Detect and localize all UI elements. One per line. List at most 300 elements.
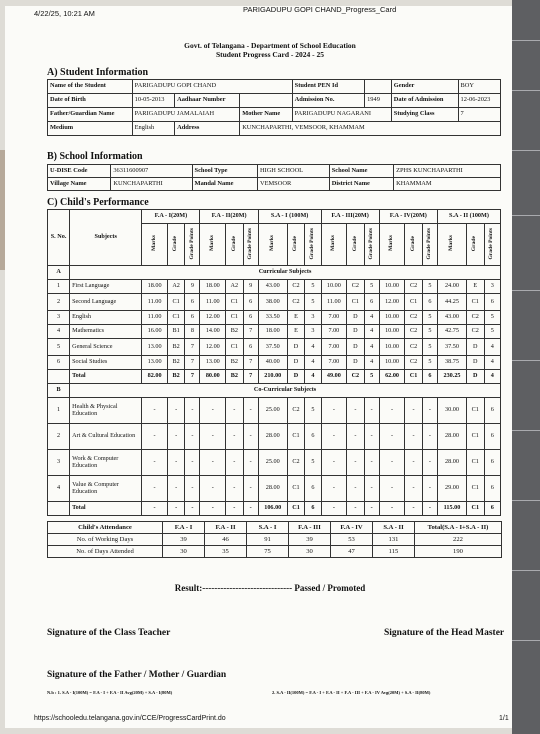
score-cell: 7 — [185, 339, 200, 356]
score-cell: 6 — [305, 476, 321, 502]
score-cell: 5 — [484, 325, 501, 339]
performance-table — [47, 209, 501, 516]
score-cell: 6 — [185, 311, 200, 325]
score-cell: - — [185, 450, 200, 476]
score-cell: 82.00 — [142, 370, 168, 384]
udise-value: 36311600907 — [111, 165, 192, 178]
score-cell: - — [347, 398, 364, 424]
score-cell: - — [142, 502, 168, 516]
score-cell: - — [167, 502, 184, 516]
score-cell: - — [364, 502, 379, 516]
district-label: District Name — [329, 178, 393, 191]
subject-row — [48, 450, 501, 476]
score-cell: 33.50 — [258, 311, 287, 325]
section-title: Co-Curricular Subjects — [70, 384, 501, 398]
sno-cell — [48, 502, 70, 516]
section-letter: A — [48, 266, 70, 280]
sub-col-label: Grade Points — [246, 227, 253, 260]
sub-col-label: Grade Points — [309, 227, 316, 260]
score-cell: E — [287, 311, 304, 325]
mother-value: PARIGADUPU NAGARANI — [292, 108, 391, 122]
score-cell: 6 — [484, 502, 501, 516]
score-cell: 28.00 — [437, 424, 466, 450]
subject-name: Total — [70, 502, 142, 516]
score-cell: 18.00 — [142, 280, 168, 294]
score-cell: 5 — [305, 280, 321, 294]
print-datetime: 4/22/25, 10:21 AM — [34, 9, 95, 18]
score-cell: - — [226, 502, 243, 516]
score-cell: - — [347, 450, 364, 476]
exam-header: F.A - II(20M) — [200, 210, 258, 224]
score-cell: 80.00 — [200, 370, 226, 384]
exam-header: S.A - II (100M) — [437, 210, 500, 224]
score-cell: - — [422, 398, 437, 424]
sub-col-label: Marks — [208, 235, 215, 252]
attendance-value: 53 — [331, 534, 373, 546]
score-cell: B2 — [226, 370, 243, 384]
attendance-row — [48, 546, 502, 558]
score-cell: 230.25 — [437, 370, 466, 384]
score-cell: - — [422, 476, 437, 502]
sub-col-label: Marks — [330, 235, 337, 252]
subject-row — [48, 311, 501, 325]
score-cell: C1 — [467, 294, 484, 311]
score-cell: - — [243, 502, 258, 516]
attendance-value: 30 — [163, 546, 205, 558]
score-cell: 7 — [185, 370, 200, 384]
score-cell: 28.00 — [258, 424, 287, 450]
score-cell: 38.00 — [258, 294, 287, 311]
sub-col-header — [422, 224, 437, 266]
class-teacher-signature: Signature of the Class Teacher — [47, 628, 171, 638]
address-label: Address — [175, 122, 240, 136]
section-performance: C) Child's Performance — [47, 197, 149, 208]
score-cell: - — [226, 398, 243, 424]
sub-col-header — [321, 224, 347, 266]
school-name-value: ZPHS KUNCHAPARTHI — [394, 165, 501, 178]
score-cell: 8 — [185, 325, 200, 339]
sub-col-header — [243, 224, 258, 266]
attendance-label: No. of Working Days — [48, 534, 163, 546]
score-cell: 5 — [422, 356, 437, 370]
score-cell: 30.00 — [437, 398, 466, 424]
score-cell: 9 — [243, 280, 258, 294]
score-cell: - — [405, 502, 422, 516]
score-cell: 6 — [484, 476, 501, 502]
score-cell: 6 — [243, 311, 258, 325]
score-cell: 4 — [305, 370, 321, 384]
score-cell: 6 — [185, 294, 200, 311]
total-row — [48, 502, 501, 516]
section-school-info: B) School Information — [47, 151, 143, 162]
attendance-header-cell: Total(S.A - I+S.A - II) — [415, 522, 502, 534]
sub-col-header — [287, 224, 304, 266]
score-cell: C2 — [287, 450, 304, 476]
background-scan-edge — [512, 0, 540, 734]
score-cell: D — [467, 339, 484, 356]
score-cell: - — [347, 424, 364, 450]
footnote-1: N.b : 1. S.A - I(100M) = F.A - I + F.A - II Avg(20M) + S.A - I(80M) — [47, 690, 173, 695]
mandal-label: Mandal Name — [192, 178, 257, 191]
score-cell: - — [405, 424, 422, 450]
score-cell: 10.00 — [379, 339, 405, 356]
score-cell: 5 — [364, 370, 379, 384]
score-cell: B2 — [167, 339, 184, 356]
score-cell: 29.00 — [437, 476, 466, 502]
score-cell: 115.00 — [437, 502, 466, 516]
score-cell: - — [243, 424, 258, 450]
score-cell: - — [321, 424, 347, 450]
score-cell: 4 — [364, 311, 379, 325]
score-cell: 12.00 — [200, 339, 226, 356]
gender-label: Gender — [391, 80, 458, 94]
mother-label: Mother Name — [240, 108, 292, 122]
score-cell: 10.00 — [379, 311, 405, 325]
score-cell: - — [422, 424, 437, 450]
student-name: PARIGADUPU GOPI CHAND — [132, 80, 292, 94]
score-cell: 40.00 — [258, 356, 287, 370]
attendance-table — [47, 521, 502, 558]
sub-col-header — [305, 224, 321, 266]
score-cell: C1 — [287, 424, 304, 450]
subject-name: Work & Computer Education — [70, 450, 142, 476]
score-cell: - — [226, 450, 243, 476]
score-cell: E — [287, 325, 304, 339]
score-cell: D — [347, 356, 364, 370]
pen-value — [365, 80, 392, 94]
sno-cell: 4 — [48, 476, 70, 502]
score-cell: D — [347, 311, 364, 325]
attendance-value: 91 — [247, 534, 289, 546]
sub-col-header — [437, 224, 466, 266]
sno-cell: 5 — [48, 339, 70, 356]
score-cell: 11.00 — [200, 294, 226, 311]
score-cell: C2 — [287, 294, 304, 311]
subjects-header: Subjects — [70, 210, 142, 266]
score-cell: - — [379, 398, 405, 424]
score-cell: 4 — [364, 325, 379, 339]
score-cell: C2 — [405, 280, 422, 294]
score-cell: - — [142, 476, 168, 502]
score-cell: 18.00 — [258, 325, 287, 339]
score-cell: 13.00 — [142, 339, 168, 356]
aadhaar-value — [240, 94, 292, 108]
subject-name: English — [70, 311, 142, 325]
score-cell: 7 — [243, 356, 258, 370]
sno-cell: 1 — [48, 280, 70, 294]
score-cell: 25.00 — [258, 398, 287, 424]
score-cell: 49.00 — [321, 370, 347, 384]
score-cell: 62.00 — [379, 370, 405, 384]
exam-header: F.A - IV(20M) — [379, 210, 437, 224]
sub-col-label: Grade — [471, 235, 478, 252]
score-cell: C2 — [467, 311, 484, 325]
sub-col-label: Grade — [172, 235, 179, 252]
score-cell: - — [422, 502, 437, 516]
score-cell: - — [185, 502, 200, 516]
head-master-signature: Signature of the Head Master — [384, 628, 505, 638]
score-cell: 6 — [484, 424, 501, 450]
score-cell: - — [200, 502, 226, 516]
score-cell: 7 — [243, 325, 258, 339]
score-cell: 6 — [243, 294, 258, 311]
score-cell: A2 — [226, 280, 243, 294]
pen-label: Student PEN Id — [292, 80, 364, 94]
subject-row — [48, 476, 501, 502]
sub-col-label: Marks — [150, 235, 157, 252]
attendance-value: 222 — [415, 534, 502, 546]
sub-col-label: Marks — [448, 235, 455, 252]
score-cell: 4 — [484, 339, 501, 356]
score-cell: D — [287, 339, 304, 356]
score-cell: 7 — [185, 356, 200, 370]
village-value: KUNCHAPARTHI — [111, 178, 192, 191]
father-value: PARIGADUPU JAMALAIAH — [132, 108, 240, 122]
subject-row — [48, 356, 501, 370]
dob-label: Date of Birth — [48, 94, 133, 108]
attendance-row — [48, 534, 502, 546]
score-cell: 5 — [422, 311, 437, 325]
score-cell: - — [405, 398, 422, 424]
name-label: Name of the Student — [48, 80, 133, 94]
subject-name: Art & Cultural Education — [70, 424, 142, 450]
score-cell: - — [226, 476, 243, 502]
subject-name: Second Language — [70, 294, 142, 311]
print-url: https://schooledu.telangana.gov.in/CCE/ProgressCardPrint.do — [34, 715, 226, 722]
sub-col-label: Marks — [388, 235, 395, 252]
udise-label: U-DISE Code — [48, 165, 111, 178]
exam-header: S.A - I (100M) — [258, 210, 321, 224]
sub-col-label: Grade Points — [426, 227, 433, 260]
score-cell: C1 — [287, 476, 304, 502]
score-cell: C2 — [287, 280, 304, 294]
dob-value: 10-05-2013 — [132, 94, 174, 108]
sno-cell: 2 — [48, 424, 70, 450]
score-cell: C1 — [167, 294, 184, 311]
score-cell: - — [405, 476, 422, 502]
score-cell: C1 — [167, 311, 184, 325]
sub-col-header — [467, 224, 484, 266]
attendance-value: 35 — [205, 546, 247, 558]
score-cell: - — [200, 450, 226, 476]
score-cell: 4 — [484, 356, 501, 370]
score-cell: 6 — [243, 339, 258, 356]
score-cell: 106.00 — [258, 502, 287, 516]
subject-row — [48, 339, 501, 356]
score-cell: D — [347, 339, 364, 356]
score-cell: - — [364, 398, 379, 424]
score-cell: C1 — [287, 502, 304, 516]
sub-col-header — [142, 224, 168, 266]
score-cell: 210.00 — [258, 370, 287, 384]
parent-signature: Signature of the Father / Mother / Guardian — [47, 670, 227, 680]
department-title: Govt. of Telangana - Department of School Education — [184, 41, 356, 50]
score-cell: C2 — [405, 325, 422, 339]
score-cell: C1 — [405, 370, 422, 384]
attendance-label: No. of Days Attended — [48, 546, 163, 558]
subject-row — [48, 398, 501, 424]
attendance-value: 39 — [163, 534, 205, 546]
score-cell: 3 — [305, 325, 321, 339]
score-cell: 37.50 — [258, 339, 287, 356]
mandal-value: VEMSOOR — [257, 178, 329, 191]
subject-name: Total — [70, 370, 142, 384]
score-cell: 11.00 — [142, 294, 168, 311]
attendance-value: 131 — [373, 534, 415, 546]
father-label: Father/Guardian Name — [48, 108, 133, 122]
attendance-value: 75 — [247, 546, 289, 558]
score-cell: D — [287, 356, 304, 370]
score-cell: 14.00 — [200, 325, 226, 339]
school-name-label: School Name — [329, 165, 393, 178]
sub-col-label: Grade — [230, 235, 237, 252]
score-cell: 7.00 — [321, 311, 347, 325]
sub-col-label: Grade — [351, 235, 358, 252]
score-cell: - — [321, 450, 347, 476]
sno-header: S. No. — [48, 210, 70, 266]
exam-header: F.A - I(20M) — [142, 210, 200, 224]
attendance-value: 190 — [415, 546, 502, 558]
score-cell: 6 — [364, 294, 379, 311]
subject-name: General Science — [70, 339, 142, 356]
score-cell: - — [167, 398, 184, 424]
section-row — [48, 266, 501, 280]
score-cell: B2 — [167, 370, 184, 384]
sno-cell: 3 — [48, 450, 70, 476]
subject-row — [48, 325, 501, 339]
score-cell: - — [243, 450, 258, 476]
score-cell: C2 — [347, 370, 364, 384]
score-cell: - — [142, 450, 168, 476]
score-cell: C2 — [405, 311, 422, 325]
medium-value: English — [132, 122, 174, 136]
sno-cell: 3 — [48, 311, 70, 325]
attendance-value: 115 — [373, 546, 415, 558]
score-cell: C1 — [347, 294, 364, 311]
sub-col-label: Grade Points — [488, 227, 495, 260]
attendance-header-row — [48, 522, 502, 534]
school-type-value: HIGH SCHOOL — [257, 165, 329, 178]
score-cell: - — [364, 476, 379, 502]
score-cell: 5 — [422, 339, 437, 356]
score-cell: C2 — [467, 325, 484, 339]
score-cell: 5 — [305, 450, 321, 476]
score-cell: 11.00 — [321, 294, 347, 311]
score-cell: - — [142, 398, 168, 424]
score-cell: 18.00 — [200, 280, 226, 294]
sno-cell: 4 — [48, 325, 70, 339]
score-cell: 6 — [422, 294, 437, 311]
score-cell: - — [347, 502, 364, 516]
score-cell: 6 — [484, 450, 501, 476]
admission-date-value: 12-06-2023 — [458, 94, 501, 108]
sno-cell: 1 — [48, 398, 70, 424]
score-cell: 13.00 — [200, 356, 226, 370]
score-cell: 24.00 — [437, 280, 466, 294]
score-cell: 7 — [243, 370, 258, 384]
score-cell: 12.00 — [200, 311, 226, 325]
score-cell: 4 — [364, 339, 379, 356]
attendance-value: 46 — [205, 534, 247, 546]
subject-row — [48, 424, 501, 450]
sno-cell — [48, 370, 70, 384]
attendance-header-cell: F.A - I — [163, 522, 205, 534]
score-cell: C1 — [226, 311, 243, 325]
score-cell: - — [379, 450, 405, 476]
score-cell: 6 — [484, 294, 501, 311]
score-cell: D — [347, 325, 364, 339]
score-cell: B2 — [167, 356, 184, 370]
score-cell: C2 — [405, 356, 422, 370]
score-cell: - — [167, 424, 184, 450]
subject-name: Social Studies — [70, 356, 142, 370]
score-cell: 42.75 — [437, 325, 466, 339]
class-value: 7 — [458, 108, 501, 122]
sub-col-label: Grade — [409, 235, 416, 252]
subject-row — [48, 294, 501, 311]
sub-col-header — [226, 224, 243, 266]
sub-col-header — [167, 224, 184, 266]
sub-col-header — [484, 224, 501, 266]
score-cell: 4 — [364, 356, 379, 370]
attendance-header-cell: F.A - II — [205, 522, 247, 534]
medium-label: Medium — [48, 122, 133, 136]
score-cell: 5 — [484, 311, 501, 325]
student-info-table — [47, 79, 501, 136]
score-cell: 6 — [305, 424, 321, 450]
sub-col-header — [258, 224, 287, 266]
score-cell: 38.75 — [437, 356, 466, 370]
attendance-value: 47 — [331, 546, 373, 558]
attendance-header-cell: S.A - I — [247, 522, 289, 534]
attendance-header-cell: Child's Attendance — [48, 522, 163, 534]
card-title: Student Progress Card - 2024 - 25 — [215, 50, 325, 59]
score-cell: 37.50 — [437, 339, 466, 356]
score-cell: C1 — [467, 424, 484, 450]
score-cell: 44.25 — [437, 294, 466, 311]
attendance-header-cell: F.A - III — [289, 522, 331, 534]
score-cell: 4 — [305, 356, 321, 370]
score-cell: - — [243, 476, 258, 502]
score-cell: 10.00 — [321, 280, 347, 294]
admission-label: Admission No. — [292, 94, 364, 108]
score-cell: 11.00 — [142, 311, 168, 325]
score-cell: - — [379, 502, 405, 516]
score-cell: 10.00 — [379, 325, 405, 339]
score-cell: C2 — [405, 339, 422, 356]
score-cell: - — [364, 424, 379, 450]
score-cell: 6 — [305, 502, 321, 516]
score-cell: - — [167, 450, 184, 476]
attendance-value: 39 — [289, 534, 331, 546]
score-cell: - — [185, 476, 200, 502]
score-cell: B2 — [226, 325, 243, 339]
subject-name: Mathematics — [70, 325, 142, 339]
score-cell: 5 — [305, 294, 321, 311]
score-cell: - — [243, 398, 258, 424]
score-cell: C1 — [467, 450, 484, 476]
sub-col-header — [185, 224, 200, 266]
score-cell: 28.00 — [437, 450, 466, 476]
score-cell: C1 — [467, 476, 484, 502]
score-cell: 10.00 — [379, 356, 405, 370]
score-cell: 5 — [422, 280, 437, 294]
sub-col-label: Marks — [268, 235, 275, 252]
sub-col-header — [347, 224, 364, 266]
print-page-title: PARIGADUPU GOPI CHAND_Progress_Card — [243, 5, 397, 14]
score-cell: 9 — [185, 280, 200, 294]
attendance-header-cell: F.A - IV — [331, 522, 373, 534]
